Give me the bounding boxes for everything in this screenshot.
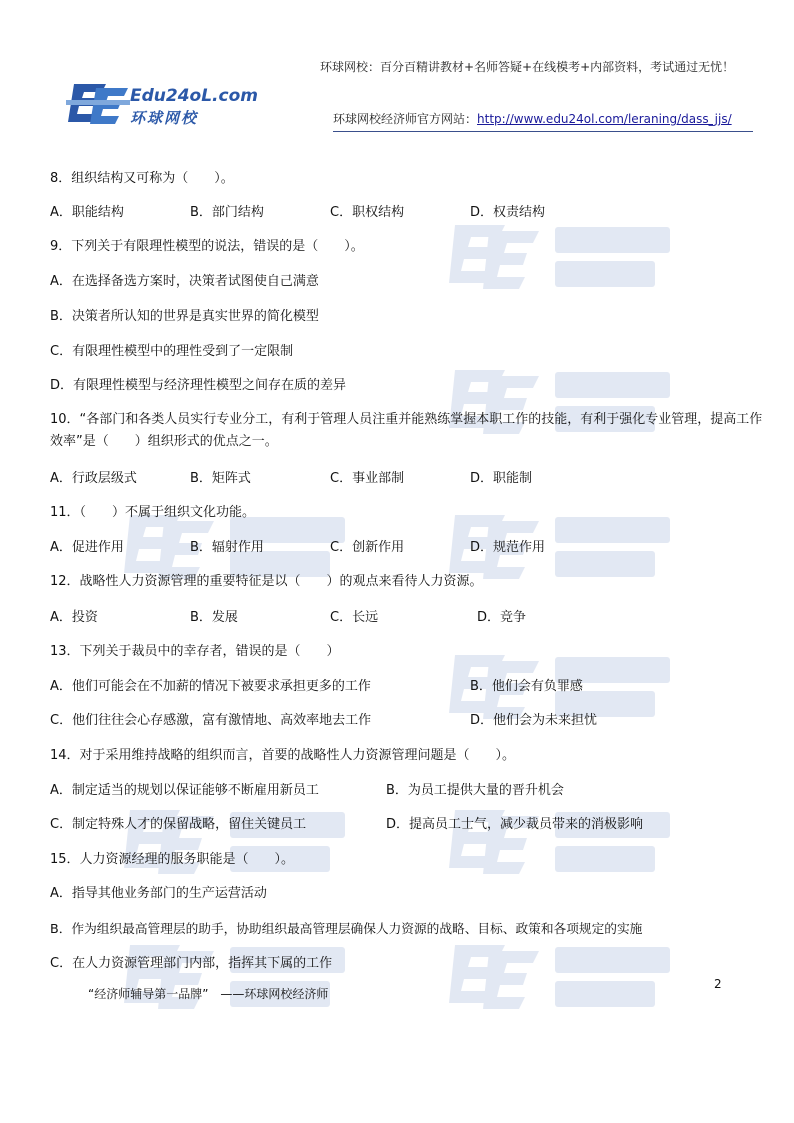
watermark-logo xyxy=(120,800,350,895)
header-divider xyxy=(333,131,753,132)
question-11-option-c: C．创新作用 xyxy=(330,540,405,555)
question-15: 15．人力资源经理的服务职能是（ ）。 xyxy=(50,852,295,867)
question-10-option-b: B．矩阵式 xyxy=(190,471,251,486)
watermark-logo xyxy=(120,935,350,1030)
question-15-option-a: A．指导其他业务部门的生产运营活动 xyxy=(50,886,267,901)
logo-text: Edu24oL.com xyxy=(130,86,258,106)
question-14-option-b: B．为员工提供大量的晋升机会 xyxy=(386,783,564,798)
question-12-option-c: C．长远 xyxy=(330,610,379,625)
question-13-option-b: B．他们会有负罪感 xyxy=(470,679,583,694)
question-9-option-d: D．有限理性模型与经济理性模型之间存在质的差异 xyxy=(50,378,347,393)
question-9-option-a: A．在选择备选方案时，决策者试图使自己满意 xyxy=(50,274,319,289)
question-12-option-a: A．投资 xyxy=(50,610,98,625)
question-8-option-d: D．权责结构 xyxy=(470,205,546,220)
question-9: 9．下列关于有限理性模型的说法，错误的是（ ）。 xyxy=(50,239,364,254)
site-label: 环球网校经济师官方网站： xyxy=(333,112,478,126)
question-11-option-a: A．促进作用 xyxy=(50,540,124,555)
question-8-option-a: A．职能结构 xyxy=(50,205,124,220)
question-12-option-d: D．竞争 xyxy=(477,610,527,625)
question-9-option-b: B．决策者所认知的世界是真实世界的简化模型 xyxy=(50,309,319,324)
question-13-option-a: A．他们可能会在不加薪的情况下被要求承担更多的工作 xyxy=(50,679,371,694)
question-9-option-c: C．有限理性模型中的理性受到了一定限制 xyxy=(50,344,294,359)
question-11-option-b: B．辐射作用 xyxy=(190,540,264,555)
question-14-option-a: A．制定适当的规划以保证能够不断雇用新员工 xyxy=(50,783,319,798)
page-number: 2 xyxy=(714,977,722,991)
question-12: 12．战略性人力资源管理的重要特征是以（ ）的观点来看待人力资源。 xyxy=(50,574,483,589)
edu24ol-logo xyxy=(66,78,256,130)
question-13-option-d: D．他们会为未来担忧 xyxy=(470,713,598,728)
question-8-option-b: B．部门结构 xyxy=(190,205,264,220)
question-10-option-a: A．行政层级式 xyxy=(50,471,137,486)
question-13: 13．下列关于裁员中的幸存者，错误的是（ ） xyxy=(50,644,340,659)
question-14: 14．对于采用维持战略的组织而言，首要的战略性人力资源管理问题是（ ）。 xyxy=(50,748,516,763)
footer-slogan: “经济师辅导第一品牌” ——环球网校经济师 xyxy=(88,987,329,1001)
question-10-option-d: D．职能制 xyxy=(470,471,533,486)
watermark-logo xyxy=(445,215,675,310)
question-14-option-d: D．提高员工士气，减少裁员带来的消极影响 xyxy=(386,817,644,832)
header-site-line xyxy=(333,110,732,127)
question-12-option-b: B．发展 xyxy=(190,610,238,625)
watermark-logo xyxy=(445,800,675,895)
question-13-option-c: C．他们往往会心存感激，富有激情地、高效率地去工作 xyxy=(50,713,372,728)
question-10-option-c: C．事业部制 xyxy=(330,471,405,486)
site-url-link[interactable]: http://www.edu24ol.com/leraning/dass_jjs/ xyxy=(477,112,732,126)
question-8-option-c: C．职权结构 xyxy=(330,205,405,220)
question-8: 8．组织结构又可称为（ ）。 xyxy=(50,171,234,186)
question-15-option-b: B．作为组织最高管理层的助手，协助组织最高管理层确保人力资源的战略、目标、政策和各项规定的实施 xyxy=(50,921,643,936)
question-11-option-d: D．规范作用 xyxy=(470,540,546,555)
question-11: 11．（ ）不属于组织文化功能。 xyxy=(50,505,256,520)
question-15-option-c: C．在人力资源管理部门内部，指挥其下属的工作 xyxy=(50,956,333,971)
header-tagline: 环球网校：百分百精讲教材+名师答疑+在线模考+内部资料，考试通过无忧！ xyxy=(320,60,735,74)
question-14-option-c: C．制定特殊人才的保留战略，留住关键员工 xyxy=(50,817,307,832)
logo-cn-text: 环球网校 xyxy=(130,109,199,127)
question-10: 10．“各部门和各类人员实行专业分工，有利于管理人员注重并能熟练掌握本职工作的技能，有利于强化专业管理，提高工作效率”是（ ）组织形式的优点之一。 xyxy=(50,412,763,449)
watermark-logo xyxy=(445,935,675,1030)
